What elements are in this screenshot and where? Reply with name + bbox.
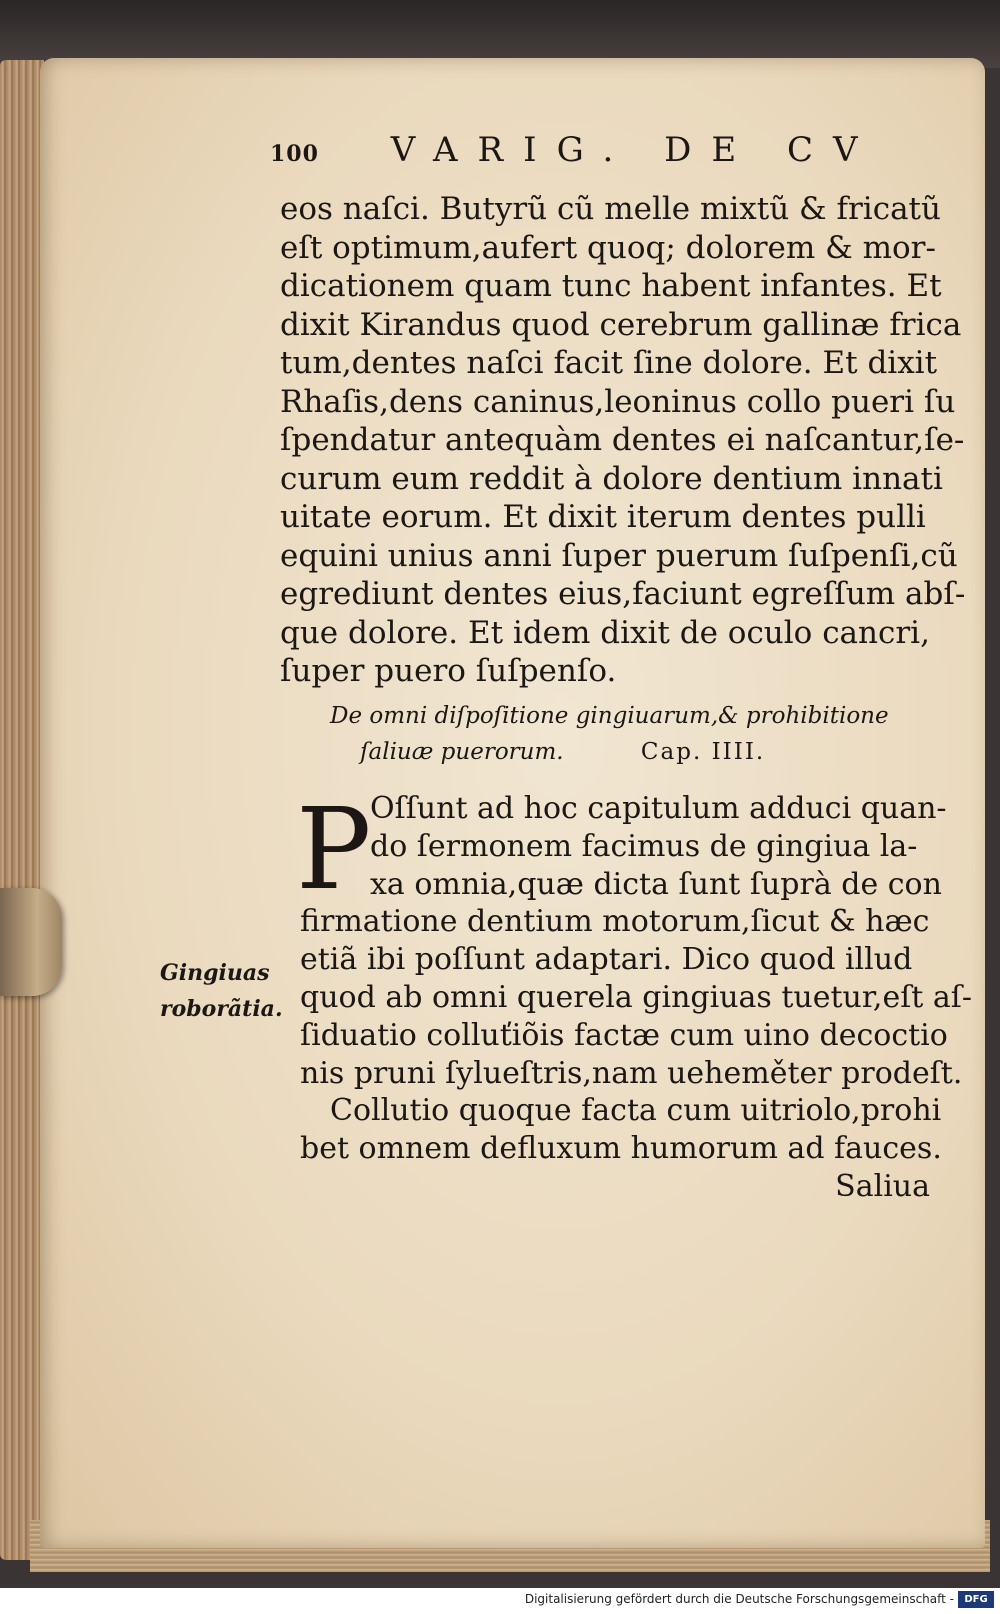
text-line: do ſermonem facimus de gingiua la- (370, 828, 918, 864)
margin-note (160, 955, 283, 1027)
chapter-heading-line1: De omni diſpoſitione gingiuarum,& prohibitione (330, 703, 889, 729)
text-line: tum,dentes naſci facit ſine dolore. Et dixit (280, 345, 938, 381)
text-line: curum eum reddit à dolore dentium innati (280, 460, 943, 497)
page-clip (0, 888, 62, 996)
text-line: eos naſci. Butyrũ cũ melle mixtũ & fricatũ (280, 191, 941, 227)
text-line: egrediunt dentes eius,faciunt egreſſum abſ- (280, 576, 966, 612)
drop-cap: P (296, 785, 372, 915)
text-line: firmatione dentium motorum,ſicut & hæc (300, 904, 930, 940)
page-number: 100 (270, 141, 319, 167)
chapter-heading (330, 698, 889, 770)
body-paragraph-1 (280, 190, 965, 691)
text-line: Oſſunt ad hoc capitulum adduci quan- (370, 791, 947, 826)
text-line: etiã ibi poſſunt adaptari. Dico quod illud (300, 942, 913, 978)
text-line: bet omnem defluxum humorum ad fauces. (300, 1131, 942, 1167)
funding-notice: Digitalisierung gefördert durch die Deutsche Forschungsgemeinschaft - (524, 1592, 954, 1606)
footer-bar (0, 1588, 1000, 1614)
chapter-heading-subtitle: ſaliuæ puerorum. (360, 739, 564, 765)
text-line: equini unius anni ſuper puerum ſuſpenſi,cũ (280, 537, 958, 574)
body-paragraph-2 (300, 790, 972, 1206)
running-header (270, 130, 878, 170)
book-page-edges (0, 60, 44, 1560)
running-head-title: VARIG. DE CV (390, 130, 878, 170)
text-line: Rhaſis,dens caninus,leoninus collo pueri ſu (280, 383, 956, 420)
text-line: ſiduatio colluťiõis factæ cum uino decoctio (300, 1017, 948, 1053)
text-line: uitate eorum. Et dixit iterum dentes pulli (280, 499, 926, 535)
dfg-logo: DFG (958, 1591, 994, 1608)
text-line: dixit Kirandus quod cerebrum gallinæ frica (280, 306, 962, 343)
text-line: ſpendatur antequàm dentes ei naſcantur,ſe- (280, 422, 965, 458)
text-line: dicationem quam tunc habent infantes. Et (280, 268, 942, 304)
text-line: nis pruni ſylueſtris,nam ueheměter prodeſt. (300, 1055, 963, 1091)
margin-note-line1: Gingiuas (160, 960, 270, 986)
text-line: Collutio quoque facta cum uitriolo,prohi (330, 1093, 942, 1129)
text-line: eſt optimum,aufert quoq; dolorem & mor- (280, 229, 936, 266)
chapter-number: Cap. IIII. (640, 739, 766, 765)
margin-note-line2: roborãtia. (160, 996, 283, 1022)
chapter-heading-line2 (330, 734, 889, 770)
text-line: que dolore. Et idem dixit de oculo cancri, (280, 614, 930, 651)
text-line: quod ab omni querela gingiuas tuetur,eſt aſ- (300, 979, 973, 1015)
text-line: xa omnia,quæ dicta ſunt ſuprà de con (370, 866, 942, 902)
catchword: Saliua (835, 1168, 930, 1204)
text-line: ſuper puero ſuſpenſo. (280, 653, 617, 689)
